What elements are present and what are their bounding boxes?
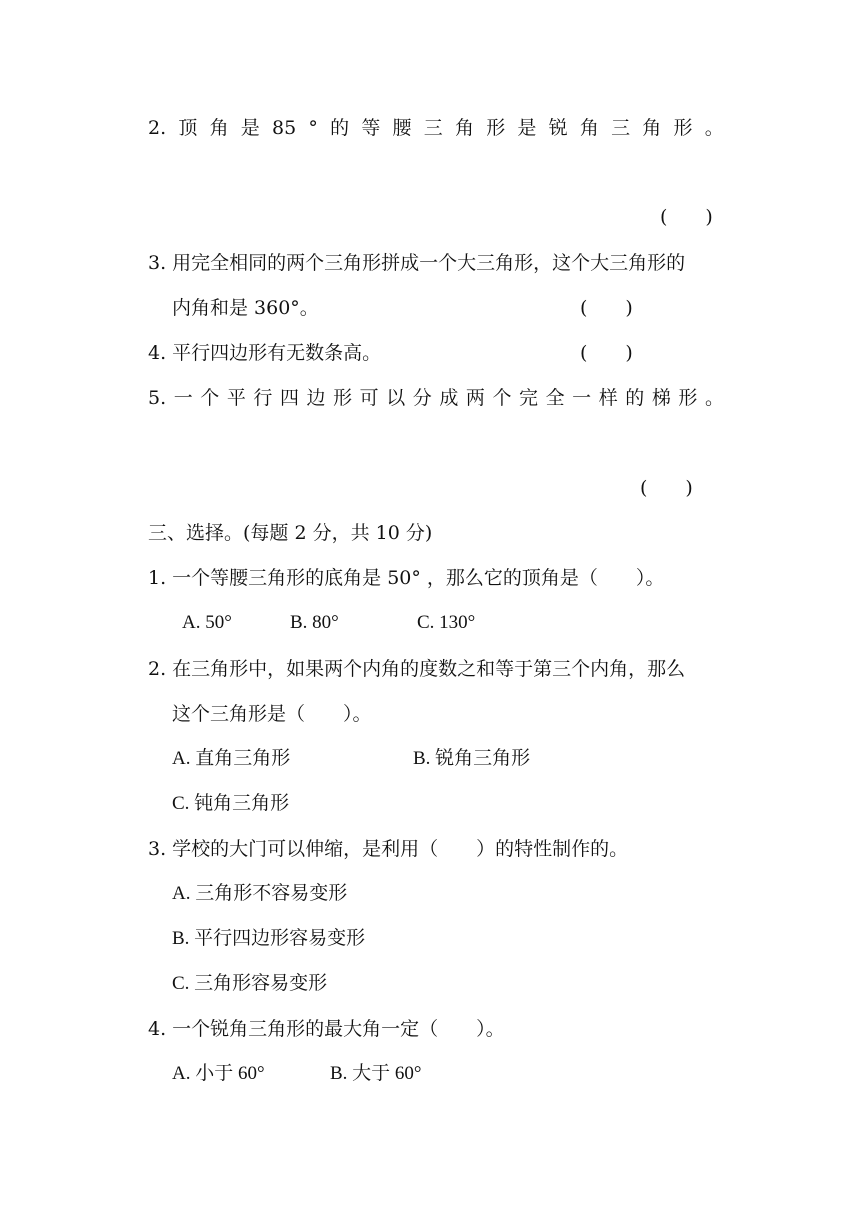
question-2-char: 角 (642, 117, 662, 139)
choice-q3-option-a[interactable]: A. 三角形不容易变形 (172, 883, 348, 904)
question-5-char: 的 (625, 387, 645, 409)
choice-q3-option-c[interactable]: C. 三角形容易变形 (172, 973, 328, 994)
question-2-char: 形 (486, 117, 506, 139)
question-2-char: 角 (579, 117, 599, 139)
question-5-char: 梯 (651, 387, 671, 409)
answer-blank-q5[interactable]: ( ) (640, 477, 693, 499)
question-2-char: ° (308, 117, 318, 139)
question-5-char: 四 (279, 387, 299, 409)
question-2-char: 85 (272, 117, 297, 139)
choice-question-4-stem: 4. 一个锐角三角形的最大角一定（ ）。 (148, 1018, 505, 1040)
question-5-char: 可 (359, 387, 379, 409)
question-2-char: 腰 (392, 117, 412, 139)
choice-q3-option-b[interactable]: B. 平行四边形容易变形 (172, 928, 366, 949)
question-3-line2: 内角和是 360°。 (172, 297, 319, 319)
question-3-line1: 3. 用完全相同的两个三角形拼成一个大三角形，这个大三角形的 (148, 252, 686, 274)
choice-q1-option-c[interactable]: C. 130° (417, 612, 476, 633)
question-5-char: 成 (439, 387, 459, 409)
choice-q2-option-a[interactable]: A. 直角三角形 (172, 748, 291, 769)
question-5-statement (148, 386, 724, 410)
question-5-char: 平 (226, 387, 246, 409)
question-5-char: 一 (173, 387, 193, 409)
question-2-char: 锐 (548, 117, 568, 139)
question-2-char: 2. (148, 117, 167, 139)
question-2-char: 角 (209, 117, 229, 139)
question-2-char: 角 (454, 117, 474, 139)
choice-q1-option-a[interactable]: A. 50° (182, 612, 232, 633)
answer-blank-q3[interactable]: ( ) (580, 297, 633, 319)
question-5-char: 个 (492, 387, 512, 409)
question-5-char: 5. (148, 387, 167, 409)
question-5-char: 个 (200, 387, 220, 409)
question-5-char: 两 (465, 387, 485, 409)
choice-question-1-stem: 1. 一个等腰三角形的底角是 50° ，那么它的顶角是（ ）。 (148, 567, 665, 589)
question-5-char: 边 (306, 387, 326, 409)
question-2-statement (148, 116, 724, 140)
question-2-char: 形 (673, 117, 693, 139)
question-5-char: 。 (704, 387, 724, 409)
choice-q4-option-a[interactable]: A. 小于 60° (172, 1063, 265, 1084)
choice-question-3-stem: 3. 学校的大门可以伸缩，是利用（ ）的特性制作的。 (148, 838, 629, 860)
question-4-text: 4. 平行四边形有无数条高。 (148, 342, 382, 364)
question-5-char: 行 (253, 387, 273, 409)
question-2-char: 等 (361, 117, 381, 139)
choice-question-2-line1: 2. 在三角形中，如果两个内角的度数之和等于第三个内角，那么 (148, 658, 686, 680)
question-2-char: 。 (704, 117, 724, 139)
question-5-char: 一 (572, 387, 592, 409)
question-5-char: 完 (519, 387, 539, 409)
question-2-char: 顶 (178, 117, 198, 139)
answer-blank-q2[interactable]: ( ) (660, 206, 713, 228)
question-5-char: 全 (545, 387, 565, 409)
question-2-char: 三 (611, 117, 631, 139)
question-2-char: 是 (517, 117, 537, 139)
section-3-title: 三、选择。(每题 2 分，共 10 分) (148, 522, 433, 544)
question-2-char: 三 (423, 117, 443, 139)
choice-q4-option-b[interactable]: B. 大于 60° (330, 1063, 422, 1084)
question-5-char: 以 (386, 387, 406, 409)
question-5-char: 样 (598, 387, 618, 409)
answer-blank-q4[interactable]: ( ) (580, 342, 633, 364)
choice-q2-option-b[interactable]: B. 锐角三角形 (413, 748, 531, 769)
choice-q1-option-b[interactable]: B. 80° (290, 612, 339, 633)
choice-q2-option-c[interactable]: C. 钝角三角形 (172, 793, 290, 814)
question-5-char: 分 (412, 387, 432, 409)
choice-question-2-line2: 这个三角形是（ ）。 (172, 703, 372, 725)
question-5-char: 形 (678, 387, 698, 409)
question-5-char: 形 (333, 387, 353, 409)
question-2-char: 是 (240, 117, 260, 139)
question-2-char: 的 (330, 117, 350, 139)
